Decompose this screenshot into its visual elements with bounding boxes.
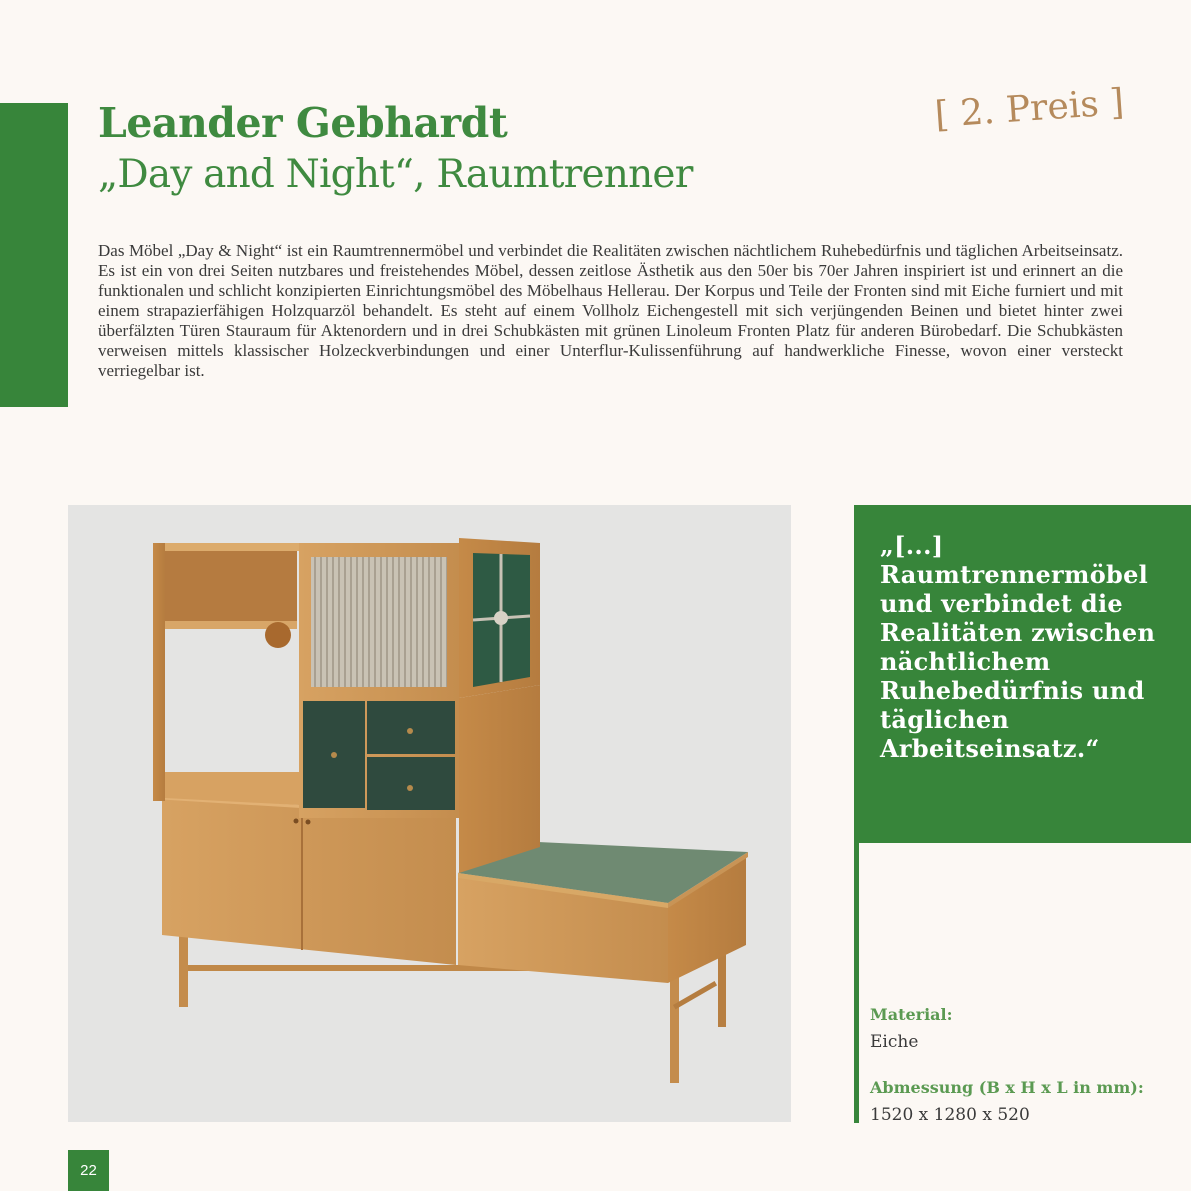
material-value: Eiche — [870, 1032, 919, 1052]
bench — [458, 842, 748, 983]
room-divider-illustration — [68, 505, 791, 1122]
quote-box — [854, 505, 1191, 843]
description-text: Das Möbel „Day & Night“ ist ein Raumtrennermöbel und verbindet die Realitäten zwischen nächtlichem Ruhebedürfnis und täglichen Arbeitseinsatz. Es ist ein von drei Seiten nutzbares und freistehendes Möbel, dessen zeitlose Ästhetik aus den 50er bis 70er Jahren inspiriert ist und erinnert an die funktionalen und schlicht konzipierten Einrichtungsmöbel des Möbelhaus Hellerau. Der Korpus und Teile der Fronten sind mit Eiche furniert und mit einem strapazierfähigen Holzquarzöl behandelt. Es steht auf einem Vollholz Eichengestell mit sich verjüngenden Beinen und bietet hinter zwei überfälzten Türen Stauraum für Aktenordern und in drei Schubkästen mit grünen Linoleum Fronten Platz für anderen Bürobedarf. Die Schubkästen verweisen mittels klassischer Holzeckverbindungen und einer Unterflur-Kulissenführung auf handwerkliche Finesse, wovon einer versteckt verriegelbar ist. — [98, 241, 1123, 380]
open-frame — [153, 543, 299, 805]
author-name: Leander Gebhardt — [98, 99, 508, 147]
pull-quote: „[...] Raumtrennermöbel und verbindet die Realitäten zwischen nächtlichem Ruhebedürfnis und täglichen Arbeitseinsatz.“ — [880, 531, 1156, 763]
dimension-label: Abmessung (B x H x L in mm): — [870, 1078, 1144, 1097]
lower-cabinet — [162, 798, 456, 965]
prize-label: [ 2. Preis ] — [933, 81, 1126, 136]
spec-divider — [854, 843, 859, 1123]
page-number: 22 — [68, 1150, 109, 1191]
side-accent-bar — [0, 103, 68, 407]
work-title: „Day and Night“, Raumtrenner — [98, 152, 693, 197]
glass-cabinet — [299, 538, 540, 698]
dimension-value: 1520 x 1280 x 520 — [870, 1105, 1030, 1125]
material-label: Material: — [870, 1005, 953, 1024]
furniture-photo — [68, 505, 791, 1122]
